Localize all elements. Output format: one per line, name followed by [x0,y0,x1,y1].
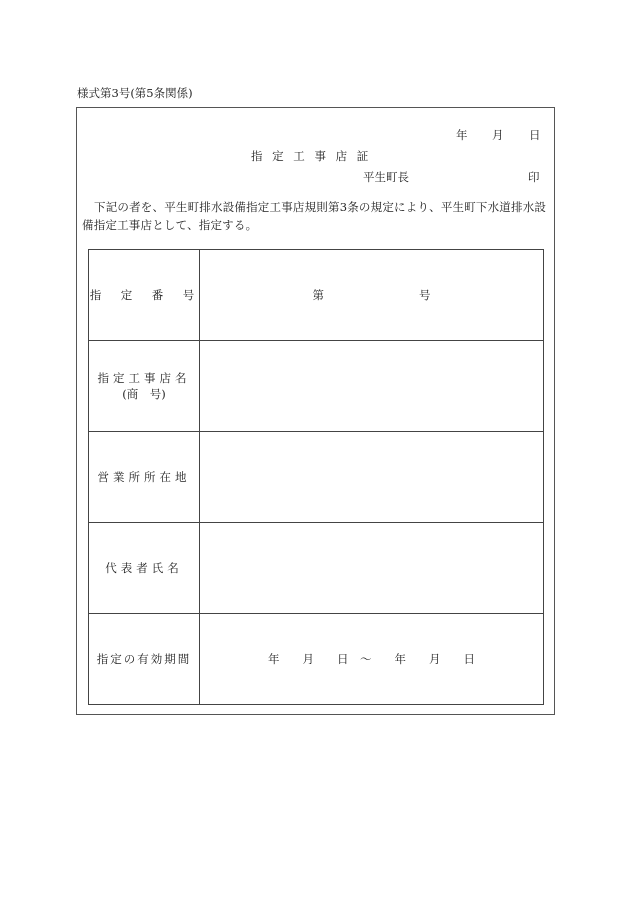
table-row [89,614,544,705]
table-row [89,432,544,523]
label-representative: 代表者氏名 [89,523,200,614]
table-row [89,341,544,432]
number-suffix: 号 [419,288,431,302]
label-designation-number: 指 定 番 号 [89,250,200,341]
seal-mark: 印 [528,170,540,184]
label-office-address: 営業所所在地 [89,432,200,523]
issuer: 平生町長 [363,170,409,184]
date-month: 月 [492,128,504,142]
label-contractor-name: 指定工事店名 [97,371,191,385]
table-row [89,250,544,341]
form-number: 様式第3号(第5条関係) [77,86,193,100]
contractor-name-field[interactable] [200,341,544,432]
number-prefix: 第 [312,288,324,302]
designation-number-field[interactable] [200,250,544,341]
representative-field[interactable] [200,523,544,614]
certificate-title: 指 定 工 事 店 証 [251,149,372,163]
label-validity-period: 指定の有効期間 [89,614,200,705]
validity-period-field[interactable]: 年 月 日 ～ 年 月 日 [200,614,544,705]
date-day: 日 [529,128,541,142]
body-text: 下記の者を、平生町排水設備指定工事店規則第3条の規定により、平生町下水道排水設備指定工事店として、指定する。 [82,200,547,232]
date-year: 年 [456,128,468,142]
label-trade-name: (商 号) [122,387,166,401]
table-row [89,523,544,614]
details-table [88,249,544,705]
office-address-field[interactable] [200,432,544,523]
